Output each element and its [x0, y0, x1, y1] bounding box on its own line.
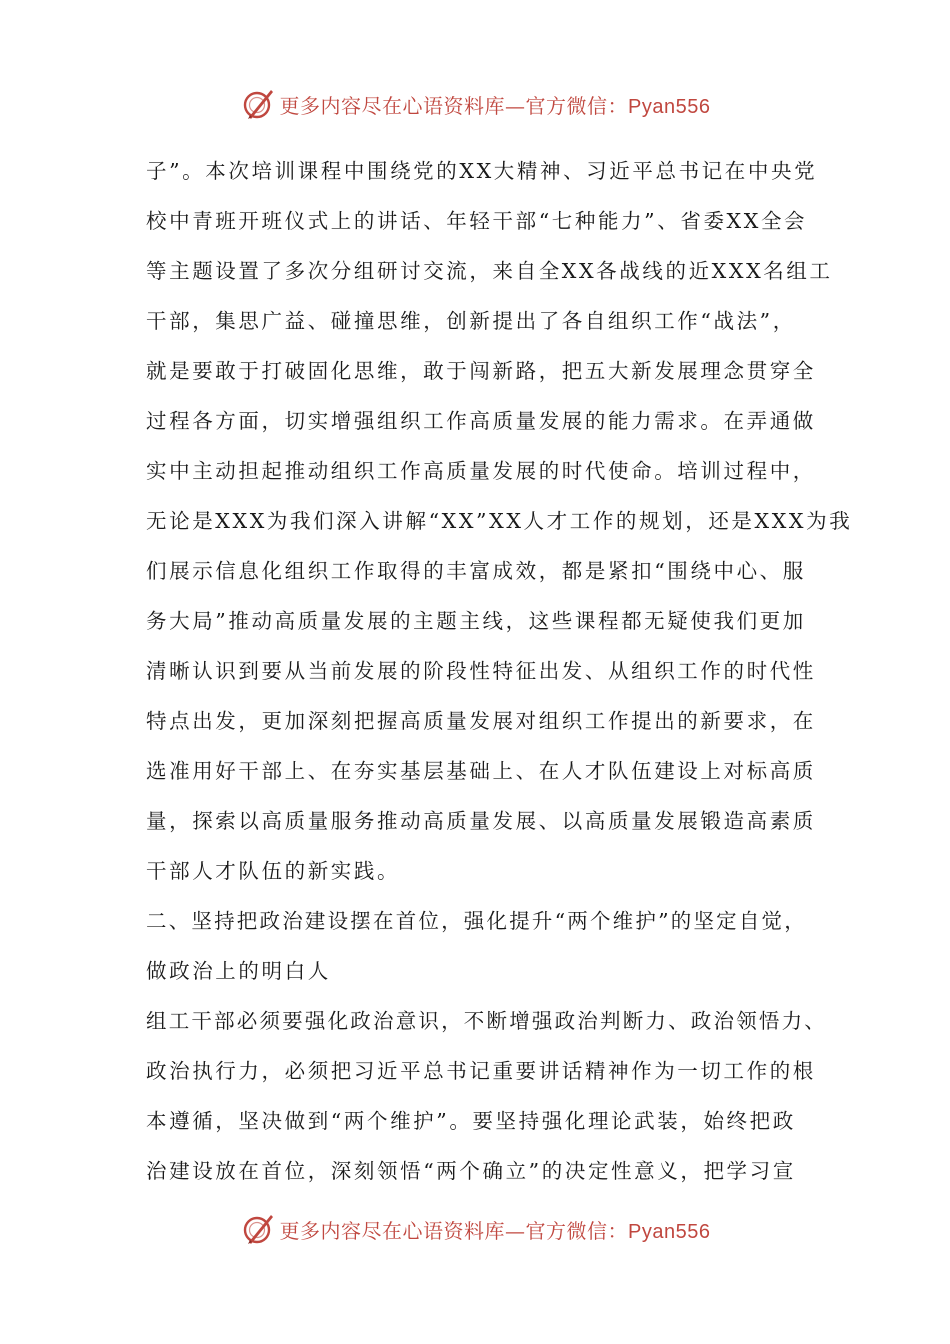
body-line: 清晰认识到要从当前发展的阶段性特征出发、从组织工作的时代性	[146, 659, 816, 683]
body-line: 等主题设置了多次分组研讨交流，来自全XX各战线的近XXX名组工	[146, 259, 833, 283]
body-line: 选准用好干部上、在夯实基层基础上、在人才队伍建设上对标高质	[146, 759, 816, 783]
watermark-text: 更多内容尽在心语资料库—官方微信：Pyan556	[279, 93, 711, 118]
body-line: 子”。本次培训课程中围绕党的XX大精神、习近平总书记在中央党	[146, 159, 818, 183]
pen-logo-icon	[240, 86, 276, 122]
body-line: 过程各方面，切实增强组织工作高质量发展的能力需求。在弄通做	[146, 409, 816, 433]
body-line: 组工干部必须要强化政治意识，不断增强政治判断力、政治领悟力、	[146, 1009, 827, 1033]
body-line: 校中青班开班仪式上的讲话、年轻干部“七种能力”、省委XX全会	[146, 209, 808, 233]
header-watermark	[0, 82, 950, 126]
body-line: 实中主动担起推动组织工作高质量发展的时代使命。培训过程中，	[146, 459, 816, 483]
body-line: 量，探索以高质量服务推动高质量发展、以高质量发展锻造高素质	[146, 809, 816, 833]
section-heading-line: 做政治上的明白人	[146, 959, 331, 983]
body-line: 治建设放在首位，深刻领悟“两个确立”的决定性意义，把学习宣	[146, 1159, 796, 1183]
section-heading-line: 二、坚持把政治建设摆在首位，强化提升“两个维护”的坚定自觉，	[146, 909, 807, 933]
body-line: 本遵循，坚决做到“两个维护”。要坚持强化理论武装，始终把政	[146, 1109, 796, 1133]
document-body	[146, 146, 853, 1196]
body-line: 们展示信息化组织工作取得的丰富成效，都是紧扣“围绕中心、服	[146, 559, 806, 583]
body-line: 特点出发，更加深刻把握高质量发展对组织工作提出的新要求，在	[146, 709, 816, 733]
body-line: 务大局”推动高质量发展的主题主线，这些课程都无疑使我们更加	[146, 609, 806, 633]
body-line: 干部人才队伍的新实践。	[146, 859, 401, 883]
footer-watermark	[0, 1207, 950, 1251]
pen-logo-icon	[240, 1211, 276, 1247]
body-line: 政治执行力，必须把习近平总书记重要讲话精神作为一切工作的根	[146, 1059, 816, 1083]
body-line: 干部，集思广益、碰撞思维，创新提出了各自组织工作“战法”，	[146, 309, 796, 333]
body-line: 就是要敢于打破固化思维，敢于闯新路，把五大新发展理念贯穿全	[146, 359, 816, 383]
body-line: 无论是XXX为我们深入讲解“XX”XX人才工作的规划，还是XXX为我	[146, 509, 853, 533]
watermark-text: 更多内容尽在心语资料库—官方微信：Pyan556	[279, 1218, 711, 1243]
